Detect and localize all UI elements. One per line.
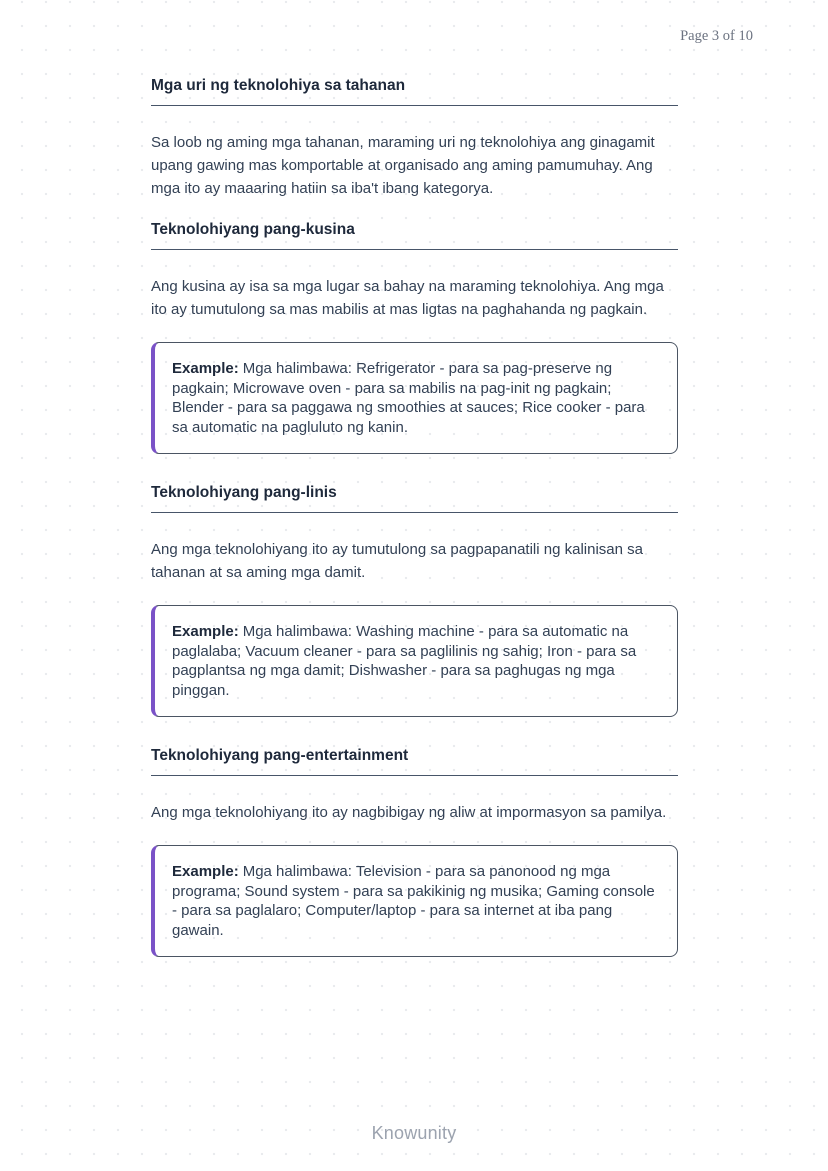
heading-underline (151, 775, 678, 776)
section-pang-kusina (151, 221, 678, 454)
example-label: Example: (172, 623, 239, 640)
example-text: Mga halimbawa: Television - para sa panonood ng mga programa; Sound system - para sa pakikinig ng musika; Gaming console - para sa paglalaro; Computer/laptop - para sa internet at iba pang gawain. (172, 863, 655, 939)
section-heading: Mga uri ng teknolohiya sa tahanan (151, 77, 406, 94)
section-heading: Teknolohiyang pang-linis (151, 484, 337, 501)
section-mga-uri (151, 77, 678, 200)
footer-brand: Knowunity (371, 1123, 457, 1143)
example-label: Example: (172, 863, 239, 880)
heading-underline (151, 249, 678, 250)
document-content (151, 77, 678, 987)
section-paragraph: Ang mga teknolohiyang ito ay nagbibigay ng aliw at impormasyon sa pamilya. (151, 804, 667, 821)
example-box (151, 342, 678, 454)
section-paragraph: Ang mga teknolohiyang ito ay tumutulong sa pagpapanatili ng kalinisan sa tahanan at sa aming mga damit. (151, 541, 643, 581)
example-label: Example: (172, 360, 239, 377)
section-pang-linis (151, 484, 678, 717)
section-paragraph: Ang kusina ay isa sa mga lugar sa bahay na maraming teknolohiya. Ang mga ito ay tumutulong sa mas mabilis at mas ligtas na paghahanda ng pagkain. (151, 278, 664, 318)
example-box (151, 605, 678, 717)
section-pang-entertainment (151, 747, 678, 957)
heading-underline (151, 105, 678, 106)
example-text: Mga halimbawa: Washing machine - para sa automatic na paglalaba; Vacuum cleaner - para sa paglilinis ng sahig; Iron - para sa pagplantsa ng mga damit; Dishwasher - para sa paghugas ng mga pinggan. (172, 623, 637, 699)
heading-underline (151, 512, 678, 513)
section-heading: Teknolohiyang pang-entertainment (151, 747, 409, 764)
example-text: Mga halimbawa: Refrigerator - para sa pag-preserve ng pagkain; Microwave oven - para sa mabilis na pag-init ng pagkain; Blender - para sa paggawa ng smoothies at sauces; Rice cooker - para sa automatic na pagluluto ng kanin. (172, 360, 645, 436)
section-heading: Teknolohiyang pang-kusina (151, 221, 355, 238)
example-box (151, 845, 678, 957)
page-number: Page 3 of 10 (680, 28, 753, 44)
section-paragraph: Sa loob ng aming mga tahanan, maraming uri ng teknolohiya ang ginagamit upang gawing mas komportable at organisado ang aming pamumuhay. Ang mga ito ay maaaring hatiin sa iba't ibang kategorya. (151, 134, 655, 197)
